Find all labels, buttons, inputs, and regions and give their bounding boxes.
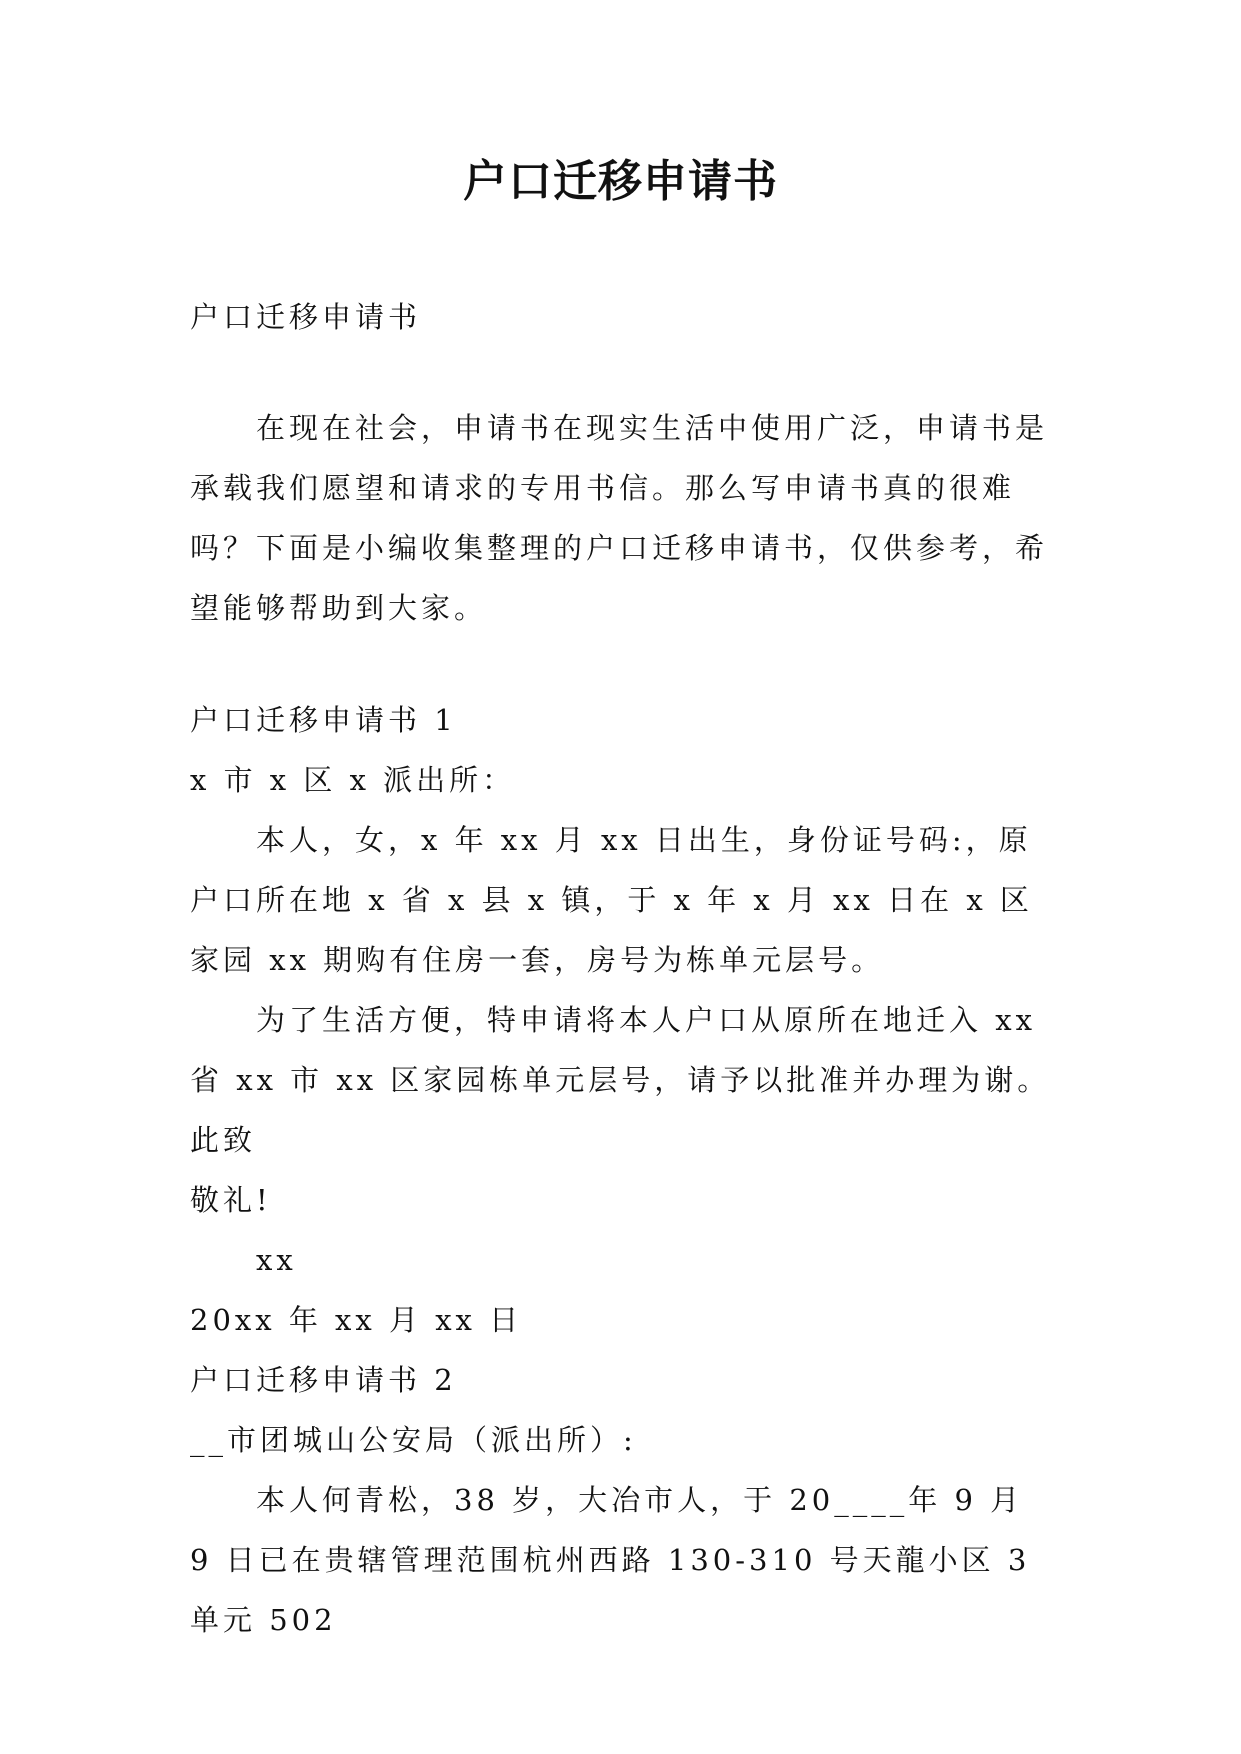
letter1-signature: xx (256, 1243, 297, 1277)
spacer (190, 347, 1058, 398)
letter1-paragraph-1: 本人，女，x 年 xx 月 xx 日出生，身份证号码:，原户口所在地 x 省 x 县 x 镇，于 x 年 x 月 xx 日在 x 区家园 xx 期购有住房一套，房号为栋单元层号。 (190, 823, 1033, 977)
spacer (190, 638, 1058, 690)
document-subtitle: 户口迁移申请书 (190, 300, 422, 334)
letter1-heading: 户口迁移申请书 1 (190, 703, 457, 737)
letter1-paragraph-2: 为了生活方便，特申请将本人户口从原所在地迁入 xx 省 xx 市 xx 区家园栋单元层号，请予以批准并办理为谢。 (190, 1003, 1051, 1097)
letter1-addressee: x 市 x 区 x 派出所： (190, 763, 516, 797)
document-title: 户口迁移申请书 (463, 156, 778, 207)
letter2-addressee: __市团城山公安局（派出所）: (190, 1423, 637, 1457)
letter1-closing-1: 此致 (190, 1123, 257, 1157)
letter1-date: 20xx 年 xx 月 xx 日 (190, 1303, 523, 1337)
intro-paragraph: 在现在社会，申请书在现实生活中使用广泛，申请书是承载我们愿望和请求的专用书信。那么写申请书真的很难吗？下面是小编收集整理的户口迁移申请书，仅供参考，希望能够帮助到大家。 (190, 411, 1049, 625)
document-body (190, 287, 1058, 1650)
letter2-paragraph-1: 本人何青松，38 岁，大冶市人，于 20____年 9 月 9 日已在贵辖管理范围杭州西路 130-310 号天龍小区 3 单元 502 (190, 1483, 1031, 1637)
letter2-heading: 户口迁移申请书 2 (190, 1363, 457, 1397)
letter1-closing-2: 敬礼! (190, 1183, 272, 1217)
